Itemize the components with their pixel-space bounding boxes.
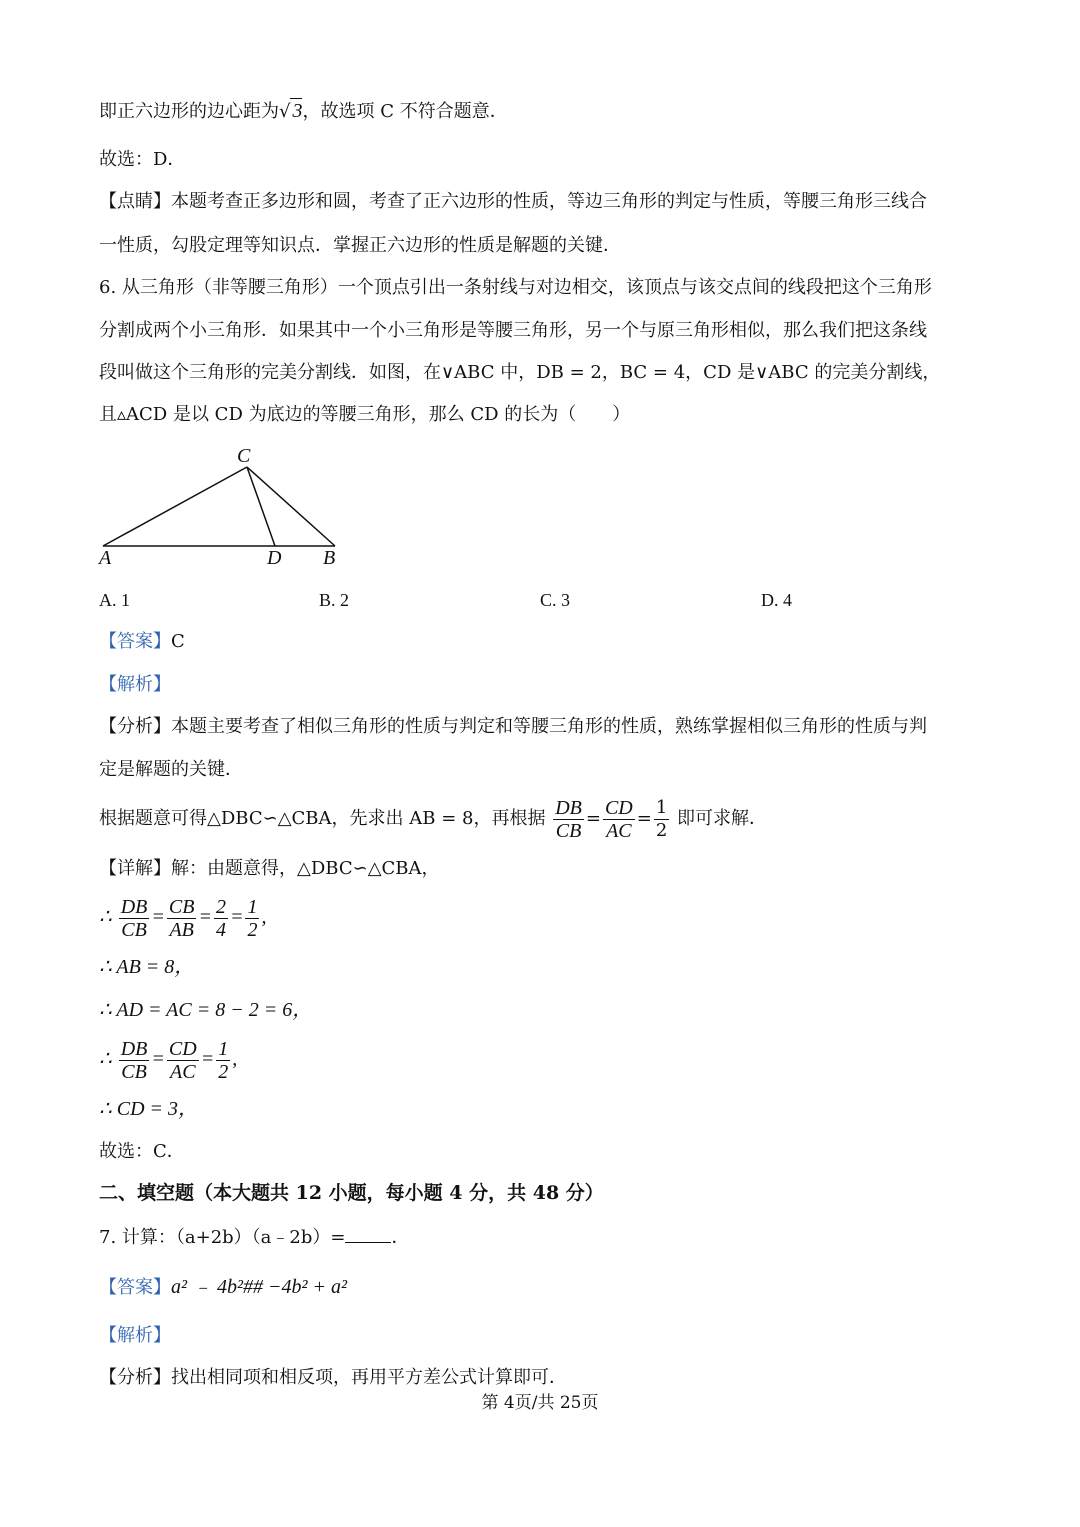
fenxi6-line2: 定是解题的关键． [99,759,243,780]
sqrt-symbol: √ [279,101,291,122]
step2: ∴ AB = 8， [99,956,195,978]
step1-frac4: $\frac{1}{2}$ [247,895,258,941]
fenxi-tag: 【分析】 [99,716,171,737]
xiangjie-text: 解：由题意得，△DBC∽△CBA， [171,858,440,879]
intro-text-post: ，故选项 C 不符合题意． [302,101,508,122]
dianjing-line1 [99,190,927,214]
step1-frac3: $\frac{2}{4}$ [215,895,226,941]
page-footer: 第 4页/共 25页 [481,1393,599,1413]
step1: ∴ $\frac{DB}{CB}$ = $\frac{CB}{AB}$ = $\frac{2}{4}$ = $\frac{1}{2}$ , [99,895,267,941]
q7-end: ． [391,1227,410,1248]
step4-frac1: $\frac{DB}{CB}$ [120,1037,148,1083]
section2-title: 二、填空题（本大题共 12 小题，每小题 4 分，共 48 分） [99,1182,604,1204]
choice-c: 故选：C． [99,1141,185,1162]
label-a: A [99,547,112,569]
triangle-figure [95,440,355,570]
q7-text: 7. 计算：（a+2b）（a﹣2b）= [99,1227,346,1248]
answer-value: C [171,631,185,652]
intro-text-pre: 即正六边形的边心距为 [99,101,279,122]
fraction-half: $\frac{1}{2}$ [655,796,668,841]
option-d: D. 4 [761,590,792,610]
fenxi6-line1 [99,715,927,739]
q7-answer-tag: 【答案】 [99,1277,171,1298]
q6-line3: 段叫做这个三角形的完美分割线．如图，在∨ABC 中，DB = 2，BC = 4，CD 是∨ABC 的完美分割线， [99,362,941,383]
step4-frac3: $\frac{1}{2}$ [218,1037,229,1083]
q7-fenxi-text: 找出相同项和相反项，再用平方差公式计算即可． [171,1367,567,1388]
intro-choice: 故选：D． [99,149,186,170]
q7-analysis-tag: 【解析】 [99,1325,171,1346]
fenxi-line3-pre: 根据题意可得△DBC∽△CBA，先求出 AB = 8，再根据 [99,808,546,829]
dianjing-line2: 一性质，勾股定理等知识点．掌握正六边形的性质是解题的关键． [99,235,621,256]
sqrt-value: 3 [292,100,303,122]
answer6 [99,630,185,654]
q6-line2: 分割成两个小三角形．如果其中一个小三角形是等腰三角形，另一个与原三角形相似，那么我们把这条线 [99,320,927,341]
analysis-tag: 【解析】 [99,674,171,695]
q7-line [99,1226,409,1250]
dianjing-text1: 本题考查正多边形和圆，考查了正六边形的性质，等边三角形的判定与性质，等腰三角形三线合 [171,191,927,212]
label-b: B [323,547,336,569]
fenxi-text1: 本题主要考查了相似三角形的性质与判定和等腰三角形的性质，熟练掌握相似三角形的性质与判 [171,716,927,737]
dianjing-tag: 【点睛】 [99,191,171,212]
option-c: C. 3 [540,590,571,610]
q6-line1: 6. 从三角形（非等腰三角形）一个顶点引出一条射线与对边相交，该顶点与该交点间的线段把这个三角形 [99,277,932,298]
q7-fenxi [99,1366,567,1390]
side-cb [247,467,335,546]
answer-tag: 【答案】 [99,631,171,652]
xiangjie-tag: 【详解】 [99,858,171,879]
fraction-db-cb: $\frac{DB}{CB}$ [555,796,582,842]
label-c: C [237,445,251,467]
answer-blank [345,1226,391,1243]
xiangjie-line [99,857,440,881]
step4: ∴ $\frac{DB}{CB}$ = $\frac{CD}{AC}$ = $\frac{1}{2}$ , [99,1037,238,1083]
step5: ∴ CD = 3， [99,1098,199,1120]
intro-line [99,98,508,124]
fenxi-line3-post: 即可求解． [677,808,768,829]
side-ac [103,467,247,546]
step1-frac1: $\frac{DB}{CB}$ [120,895,148,941]
q6-line4: 且▵ACD 是以 CD 为底边的等腰三角形，那么 CD 的长为（ ） [99,404,631,425]
fraction-cd-ac: $\frac{CD}{AC}$ [604,796,633,842]
option-a: A. 1 [99,590,130,610]
q7-answer [99,1275,347,1300]
fenxi6-line3: 根据题意可得△DBC∽△CBA，先求出 AB = 8，再根据 $\frac{DB}{CB}$ = $\frac{CD}{AC}$ = $\frac{1}{2}$ 即可求解． [99,796,768,842]
option-b: B. 2 [319,590,350,610]
q7-fenxi-tag: 【分析】 [99,1367,171,1388]
step3: ∴ AD = AC = 8 − 2 = 6， [99,999,313,1021]
label-d: D [267,547,282,569]
q7-answer-value: a² ﹣ 4b²## −4b² + a² [171,1276,347,1298]
step4-frac2: $\frac{CD}{AC}$ [168,1037,197,1083]
step1-frac2: $\frac{CB}{AB}$ [168,895,195,941]
